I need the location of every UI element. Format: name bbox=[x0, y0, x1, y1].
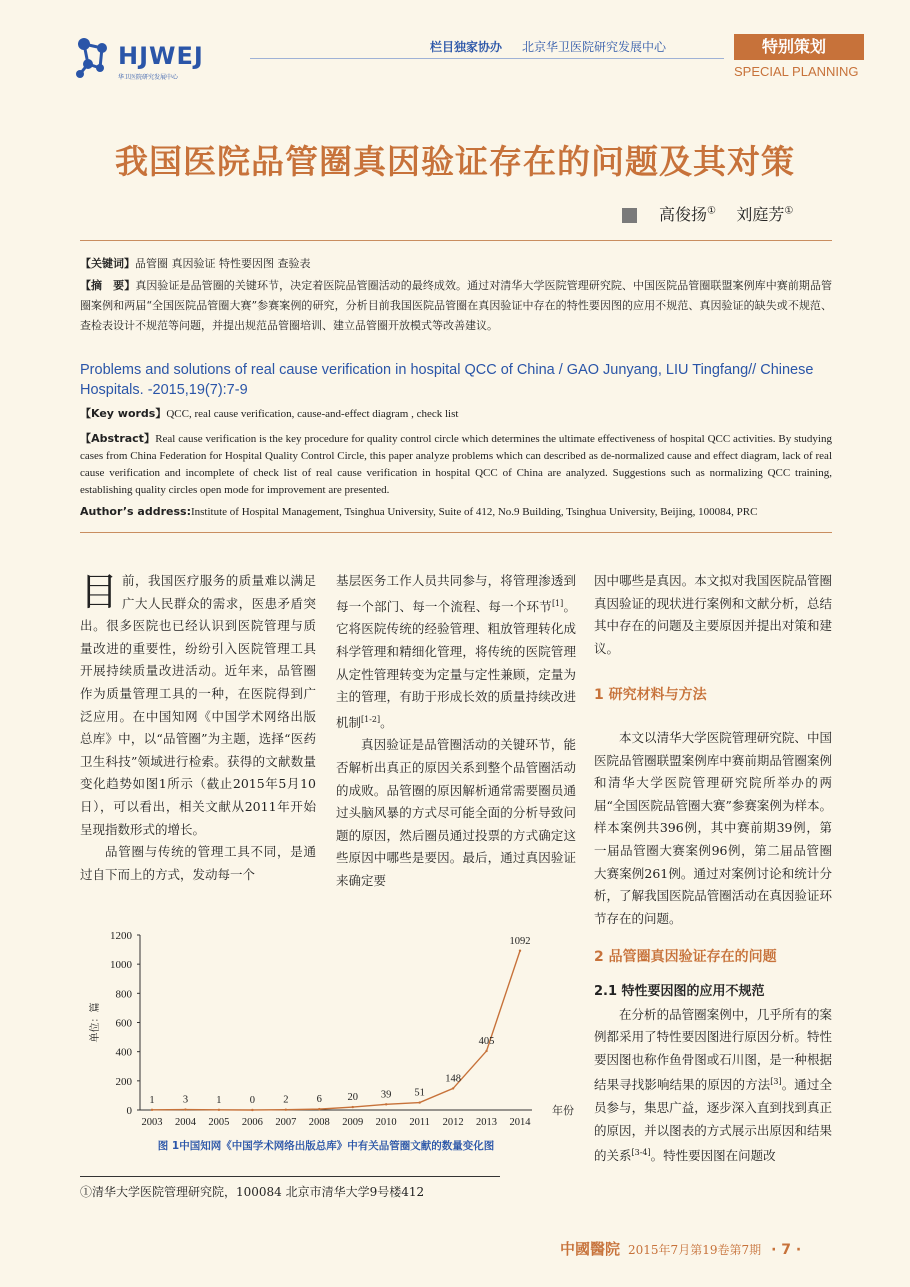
abstract-text: 真因验证是品管圈的关键环节，决定着医院品管圈活动的最终成效。通过对清华大学医院管理研究院、中国医院品管圈联盟案例库中赛前期品管圈案例和两届“全国医院品管圈大赛”参赛案例的研究，分析目前我国医院品管圈在真因验证中存在的特性要因图的应用不规范、真因验证的缺失或不规范、查检表设计不规范等问题，并提出规范品管圈培训、建立品管圈开放模式等改善建议。 bbox=[80, 279, 833, 332]
data-point bbox=[452, 1087, 454, 1089]
author-2: 刘庭芳 bbox=[736, 205, 785, 224]
x-axis-label: 年份 bbox=[552, 1105, 574, 1117]
x-tick-label: 2009 bbox=[342, 1117, 364, 1128]
author-1: 高俊扬 bbox=[659, 205, 708, 224]
data-point bbox=[184, 1108, 186, 1110]
abstract-en bbox=[80, 430, 832, 499]
key-words-label: 【Key words】 bbox=[80, 407, 167, 420]
logo-subtitle: 华卫医院研究发展中心 bbox=[118, 74, 179, 81]
data-label: 6 bbox=[316, 1094, 322, 1106]
section-heading-2: 2 品管圈真因验证存在的问题 bbox=[594, 949, 777, 966]
data-label: 51 bbox=[414, 1087, 425, 1099]
abstract-label: 【摘 要】 bbox=[80, 279, 136, 292]
paragraph: 真因验证是品管圈活动的关键环节，能否解析出真正的原因关系到整个品管圈活动的成败。品管圈的原因解析通常需要圈员通过头脑风暴的方式尽可能全面的分析导致问题的原因，然后圈员通过投票的方式确定这些原因中哪些是要因。最后，通过真因验证来确定要 bbox=[336, 737, 576, 889]
section-badge-en: SPECIAL PLANNING bbox=[734, 64, 859, 79]
y-tick-label: 800 bbox=[115, 988, 132, 1001]
paragraph: 因中哪些是真因。本文拟对我国医院品管圈真因验证的现状进行案例和文献分析，总结其中存在的问题及主要原因并提出对策和建议。 bbox=[594, 573, 832, 656]
y-tick-label: 1200 bbox=[110, 930, 132, 942]
molecule-logo-icon bbox=[74, 34, 114, 80]
citation: [1-2] bbox=[361, 714, 381, 724]
article-authors bbox=[622, 202, 793, 225]
x-tick-label: 2005 bbox=[208, 1117, 230, 1128]
x-tick-label: 2010 bbox=[375, 1117, 397, 1128]
x-tick-label: 2008 bbox=[308, 1117, 330, 1128]
abstract-cn bbox=[80, 276, 832, 336]
paragraph-text: 在分析的品管圈案例中，几乎所有的案例都采用了特性要因图进行原因分析。特性要因图也称作鱼骨图或石川图，是一种根据结果寻找影响结果的原因的方法 bbox=[594, 1006, 832, 1093]
issue-info: 2015年7月第19卷第7期 bbox=[628, 1243, 762, 1257]
data-point bbox=[218, 1109, 220, 1111]
abstract-divider bbox=[80, 532, 832, 533]
keywords-text: 品管圈 真因验证 特性要因图 查验表 bbox=[135, 257, 311, 270]
logo-text: HJWEJ bbox=[118, 42, 204, 70]
x-tick-label: 2006 bbox=[241, 1117, 263, 1128]
keywords bbox=[80, 254, 832, 274]
figure-caption: 图 1中国知网《中国学术网络出版总库》中有关品管圈文献的数量变化图 bbox=[157, 1140, 495, 1152]
x-tick-label: 2014 bbox=[509, 1117, 531, 1128]
data-label: 1 bbox=[216, 1094, 222, 1106]
x-tick-label: 2004 bbox=[174, 1117, 196, 1128]
x-tick-label: 2007 bbox=[275, 1117, 297, 1128]
data-label: 2 bbox=[283, 1094, 289, 1106]
paragraph-text: 。通过全员参与，集思广益，逐步深入直到找到真正的原因，并以图表的方式展示出原因和结果的关系 bbox=[594, 1077, 832, 1164]
data-point bbox=[519, 950, 521, 952]
paragraph-text: 。它将医院传统的经验管理、粗放管理转化成科学管理和精细化管理，将传统的医院管理从定性管理转变为定量与定性兼顾，定量为主的管理，有助于形成长效的质量持续改进机制 bbox=[336, 598, 576, 730]
paragraph-text: 基层医务工作人员共同参与，将管理渗透到每一个部门、每一个流程、每一个环节 bbox=[336, 573, 576, 614]
header-rule bbox=[250, 58, 724, 59]
footnote-rule bbox=[80, 1176, 500, 1177]
x-tick-label: 2012 bbox=[442, 1117, 464, 1128]
y-axis-label: 单位：篇 bbox=[90, 1002, 101, 1043]
english-title: Problems and solutions of real cause verification in hospital QCC of China / GAO Junyang, LIU Tingfang// Chinese Hospitals. -2015,19(7):7-9 bbox=[80, 362, 814, 398]
page-footer bbox=[560, 1238, 801, 1259]
journal-brand: 中國醫院 bbox=[560, 1240, 621, 1258]
column-label: 栏目独家协办 bbox=[430, 40, 503, 54]
key-words-text: QCC, real cause verification, cause-and-effect diagram , check list bbox=[166, 408, 459, 420]
paragraph: 本文以清华大学医院管理研究院、中国医院品管圈联盟案例库中赛前期品管圈案例和清华大学医院管理研究院所举办的两届“全国医院品管圈大赛”参赛案例为样本。样本案例共396例，其中赛前期39例，第一届品管圈大赛案例96例，第二届品管圈大赛案例261例。通过对案例讨论和统计分析，了解我国医院品管圈活动在真因验证环节存在的问题。 bbox=[594, 729, 832, 926]
page-number: · 7 · bbox=[771, 1242, 802, 1258]
y-tick-label: 1000 bbox=[110, 959, 132, 972]
y-tick-label: 600 bbox=[115, 1017, 132, 1030]
data-label: 1092 bbox=[509, 935, 531, 947]
series-line bbox=[152, 951, 520, 1110]
paragraph-text: 。 bbox=[380, 714, 393, 730]
data-label: 3 bbox=[182, 1094, 189, 1106]
paragraph: 品管圈与传统的管理工具不同，是通过自下而上的方式，发动每一个 bbox=[80, 844, 316, 882]
data-point bbox=[151, 1109, 153, 1111]
keywords-label: 【关键词】 bbox=[80, 257, 135, 270]
y-tick-label: 200 bbox=[115, 1075, 132, 1088]
x-tick-label: 2003 bbox=[141, 1117, 163, 1128]
data-point bbox=[285, 1109, 287, 1111]
en-abstract-label: 【Abstract】 bbox=[80, 432, 156, 445]
author-1-mark: ① bbox=[707, 205, 716, 217]
data-point bbox=[251, 1109, 253, 1111]
data-label: 0 bbox=[249, 1095, 255, 1106]
subsection-heading-2-1: 2.1 特性要因图的应用不规范 bbox=[594, 983, 765, 999]
column-header bbox=[430, 38, 666, 55]
data-point bbox=[485, 1050, 487, 1052]
citation: [3-4] bbox=[631, 1148, 651, 1158]
paragraph bbox=[336, 570, 576, 734]
data-label: 1 bbox=[149, 1094, 155, 1106]
author-address bbox=[80, 502, 832, 522]
body-column-2 bbox=[336, 570, 576, 893]
key-words-en bbox=[80, 404, 832, 424]
en-abstract-text: Real cause verification is the key procedure for quality control circle which determines the ultimate effectiveness of hospital QCC activities. By studying cases from China Federation for Hospital Quality Control Circle, this paper analyze problems which can described as de-normalized cause and effect diagram, lack of real cause verification and incomplete of check list of real cause verification in hospital QCC of China are analyzed. Suggestions such as normalizing QCC training, establishing quality circles open mode for improvement are presented. bbox=[80, 433, 832, 496]
paragraph-text: 。特性要因图在问题改 bbox=[650, 1148, 776, 1164]
section-heading-1: 1 研究材料与方法 bbox=[594, 687, 707, 704]
journal-logo bbox=[74, 34, 224, 84]
author-2-mark: ① bbox=[784, 205, 794, 217]
data-point bbox=[352, 1106, 354, 1108]
data-label: 39 bbox=[380, 1089, 392, 1101]
paragraph-text: 前，我国医疗服务的质量难以满足广大人民群众的需求，医患矛盾突出。很多医院也已经认识到医院管理与质量改进的重要性，纷纷引入医院管理工具开展持续质量改进活动。近年来，品管圈作为质量管理工具的一种，在医院得到广泛应用。在中国知网《中国学术网络出版总库》中，以“品管圈”为主题，选择“医药卫生科技”领域进行检索。获得的文献数量变化趋势如图1所示（截止2015年5月10日），可以看出，相关文献从2011年开始呈现指数形式的增长。 bbox=[80, 573, 316, 837]
title-divider bbox=[80, 240, 832, 241]
data-point bbox=[385, 1103, 387, 1105]
y-tick-label: 0 bbox=[126, 1105, 132, 1117]
y-tick-label: 400 bbox=[115, 1046, 132, 1059]
body-column-3 bbox=[594, 570, 832, 1168]
author-marker-icon bbox=[622, 208, 637, 223]
address-text: Institute of Hospital Management, Tsinghua University, Suite of 412, No.9 Building, Tsinghua University, Beijing, 100084, PRC bbox=[190, 506, 758, 518]
paragraph bbox=[80, 570, 316, 841]
citation: [3] bbox=[770, 1077, 782, 1087]
column-partner: 北京华卫医院研究发展中心 bbox=[522, 40, 667, 54]
data-point bbox=[318, 1108, 320, 1110]
body-column-1 bbox=[80, 570, 316, 886]
data-label: 405 bbox=[478, 1035, 495, 1047]
x-tick-label: 2011 bbox=[409, 1117, 430, 1128]
footnote: ①清华大学医院管理研究院，100084 北京市清华大学9号楼412 bbox=[80, 1185, 425, 1199]
article-title: 我国医院品管圈真因验证存在的问题及其对策 bbox=[115, 142, 795, 181]
dropcap: 目 bbox=[80, 570, 119, 614]
data-label: 148 bbox=[445, 1073, 461, 1085]
data-label: 20 bbox=[347, 1092, 358, 1104]
paragraph bbox=[594, 1004, 832, 1168]
data-point bbox=[418, 1101, 420, 1103]
section-badge: 特别策划 bbox=[734, 34, 864, 60]
citation: [1] bbox=[551, 598, 564, 608]
address-label: Author’s address: bbox=[80, 505, 191, 518]
literature-count-chart bbox=[80, 920, 580, 1135]
x-tick-label: 2013 bbox=[476, 1117, 498, 1128]
